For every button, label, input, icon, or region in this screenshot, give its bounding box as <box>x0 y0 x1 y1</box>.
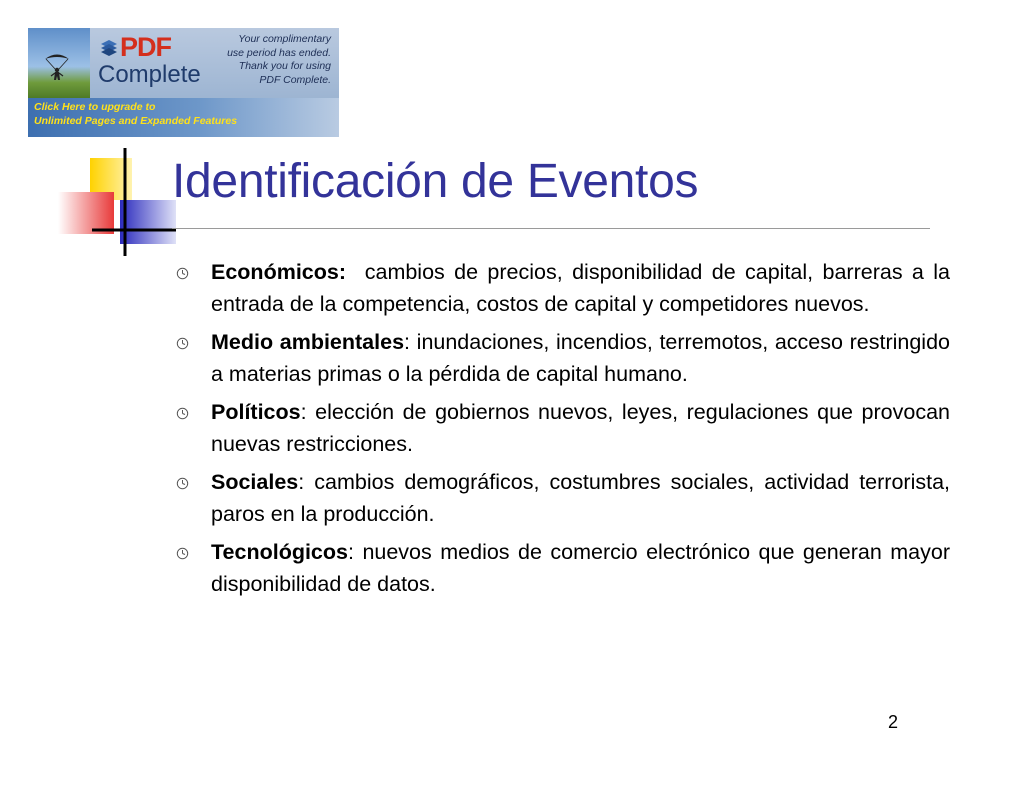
list-item <box>176 256 956 320</box>
list-item <box>176 466 950 530</box>
bullet-text: cambios de precios, disponibilidad de capital, barreras a la entrada de la competencia, costos de capital y competidores nuevos. <box>211 260 956 316</box>
bullet-term: Medio ambientales <box>211 330 405 354</box>
decorative-block-graphic <box>58 148 178 258</box>
bullet-term: Tecnológicos <box>211 540 348 564</box>
clock-bullet-icon <box>176 477 189 490</box>
list-item <box>176 326 950 390</box>
bullet-text: nuevos medios de comercio electrónico que generan mayor disponibilidad de datos. <box>211 540 950 596</box>
bullet-separator: : <box>298 470 305 494</box>
bullet-separator: : <box>300 400 307 424</box>
upgrade-link-line[interactable]: Unlimited Pages and Expanded Features <box>34 115 238 127</box>
list-item <box>176 536 950 600</box>
upgrade-link[interactable] <box>34 100 237 128</box>
bullet-text: elección de gobiernos nuevos, leyes, regulaciones que provocan nuevas restricciones. <box>211 400 950 456</box>
clock-bullet-icon <box>176 547 189 560</box>
stacked-pages-icon <box>100 38 118 58</box>
bullet-separator: : <box>404 330 411 354</box>
bullet-term: Económicos: <box>211 260 346 284</box>
banner-message-line: Thank you for using <box>238 60 331 72</box>
logo-complete-text: Complete <box>98 61 201 88</box>
banner-sky-image <box>28 28 90 98</box>
parachute-person-icon <box>42 50 72 86</box>
logo-pdf-text: PDF <box>120 32 171 62</box>
event-category-list <box>176 256 956 606</box>
bullet-term: Sociales <box>211 470 299 494</box>
upgrade-link-line[interactable]: Click Here to upgrade to <box>34 101 156 113</box>
clock-bullet-icon <box>176 337 189 350</box>
list-item <box>176 396 950 460</box>
banner-message-line: PDF Complete. <box>259 73 331 86</box>
pdf-complete-upgrade-banner[interactable] <box>28 28 339 137</box>
banner-message-line: use period has ended. <box>227 46 331 59</box>
bullet-term: Políticos <box>211 400 301 424</box>
page-number: 2 <box>888 712 899 732</box>
bullet-text: inundaciones, incendios, terremotos, acceso restringido a materias primas o la pérdida de capital humano. <box>211 330 950 386</box>
clock-bullet-icon <box>176 407 189 420</box>
banner-message <box>181 33 331 87</box>
title-divider <box>172 228 930 229</box>
bullet-text: cambios demográficos, costumbres sociales, actividad terrorista, paros en la producción. <box>211 470 950 526</box>
clock-bullet-icon <box>176 267 189 280</box>
bullet-separator: : <box>347 540 354 564</box>
slide-title: Identificación de Eventos <box>172 155 699 208</box>
banner-message-line: Your complimentary <box>238 33 331 45</box>
